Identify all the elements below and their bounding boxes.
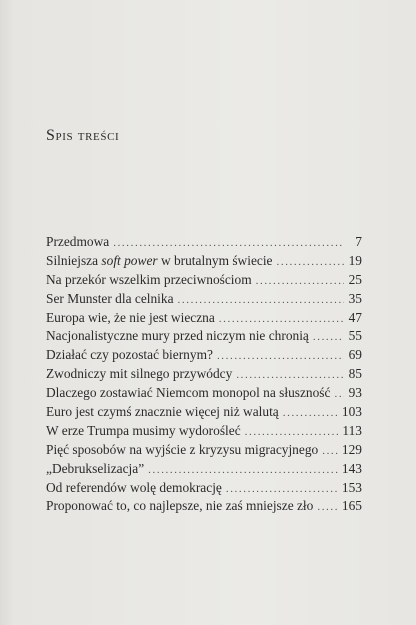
toc-entry-title: Nacjonalistyczne mury przed niczym nie chronią bbox=[46, 328, 309, 344]
toc-entry-page: 103 bbox=[341, 404, 362, 420]
toc-entry-title: Działać czy pozostać biernym? bbox=[46, 347, 213, 363]
dot-leader bbox=[322, 442, 338, 461]
toc-entry-page: 129 bbox=[341, 441, 362, 457]
toc-entry bbox=[46, 365, 362, 384]
toc-entry bbox=[46, 384, 362, 403]
toc-entry-page: 85 bbox=[348, 366, 362, 382]
toc-entry bbox=[46, 346, 362, 365]
dot-leader bbox=[236, 366, 344, 385]
toc-entry-page: 19 bbox=[348, 252, 362, 268]
toc-entry bbox=[46, 290, 362, 309]
dot-leader bbox=[217, 347, 344, 366]
toc-entry-page: 143 bbox=[341, 460, 362, 476]
toc-entry bbox=[46, 479, 362, 498]
toc-entry bbox=[46, 309, 362, 328]
toc-entry-page: 113 bbox=[342, 422, 362, 438]
dot-leader bbox=[277, 253, 345, 272]
toc-entry-title: Pięć sposobów na wyjście z kryzysu migracyjnego bbox=[46, 441, 319, 457]
dot-leader bbox=[226, 480, 338, 499]
toc-entry-title bbox=[46, 252, 273, 271]
toc-entry-title: Euro jest czymś znacznie więcej niż walutą bbox=[46, 404, 279, 420]
toc-entry-title: Na przekór wszelkim przeciwnościom bbox=[46, 271, 252, 287]
page-title: Spis treści bbox=[46, 127, 120, 144]
toc-entry bbox=[46, 233, 362, 252]
toc-entry bbox=[46, 252, 362, 271]
toc-entry-page: 69 bbox=[348, 347, 362, 363]
dot-leader bbox=[178, 291, 344, 310]
toc-entry bbox=[46, 422, 362, 441]
dot-leader bbox=[113, 234, 344, 253]
toc-entry-page: 93 bbox=[348, 385, 362, 401]
toc-entry-title: Dlaczego zostawiać Niemcom monopol na słuszność bbox=[46, 385, 331, 401]
toc-entry-page: 47 bbox=[348, 309, 362, 325]
toc-entry-title-part: Silniejsza bbox=[46, 252, 102, 268]
toc-entry-page: 7 bbox=[355, 234, 362, 249]
toc-entry-title: Ser Munster dla celnika bbox=[46, 290, 174, 306]
toc-entry-title: W erze Trumpa musimy wydorośleć bbox=[46, 422, 241, 438]
toc-entry-title: Od referendów wolę demokrację bbox=[46, 479, 222, 495]
toc-entry-page: 55 bbox=[348, 328, 362, 344]
table-of-contents bbox=[46, 233, 362, 516]
dot-leader bbox=[256, 272, 344, 291]
toc-entry bbox=[46, 271, 362, 290]
toc-entry-title: Przedmowa bbox=[46, 234, 110, 249]
dot-leader bbox=[313, 328, 344, 347]
toc-entry bbox=[46, 497, 362, 516]
toc-entry-title: Proponować to, co najlepsze, nie zaś mniejsze zło bbox=[46, 498, 314, 514]
dot-leader bbox=[283, 404, 338, 423]
toc-entry-title: Europa wie, że nie jest wieczna bbox=[46, 309, 215, 325]
dot-leader bbox=[334, 385, 344, 404]
dot-leader bbox=[219, 310, 344, 329]
toc-entry-title-italic: soft power bbox=[101, 252, 158, 268]
toc-entry bbox=[46, 403, 362, 422]
toc-entry bbox=[46, 441, 362, 460]
toc-entry-page: 165 bbox=[341, 498, 362, 514]
toc-entry bbox=[46, 327, 362, 346]
dot-leader bbox=[317, 498, 338, 517]
toc-entry-title-part: w brutalnym świecie bbox=[157, 252, 273, 268]
toc-entry-title: Zwodniczy mit silnego przywódcy bbox=[46, 366, 233, 382]
toc-entry-page: 35 bbox=[348, 290, 362, 306]
toc-entry-title: „Debrukselizacja” bbox=[46, 460, 145, 476]
toc-entry-page: 25 bbox=[348, 271, 362, 287]
dot-leader bbox=[245, 423, 339, 442]
dot-leader bbox=[148, 461, 338, 480]
toc-entry bbox=[46, 460, 362, 479]
toc-entry-page: 153 bbox=[341, 479, 362, 495]
